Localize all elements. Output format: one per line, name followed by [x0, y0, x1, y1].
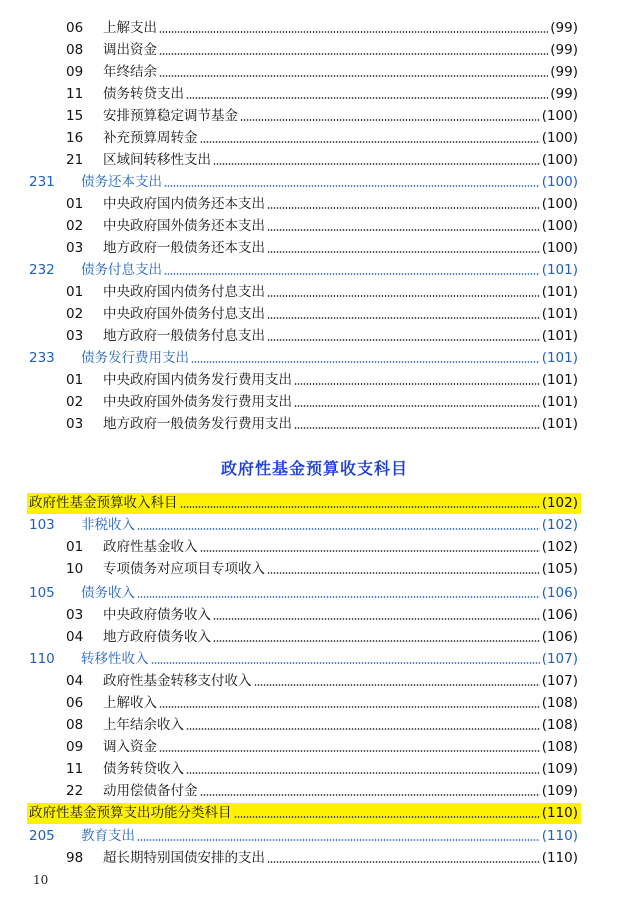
- leader-dots: [159, 31, 548, 33]
- toc-label: 债务转贷收入: [103, 761, 184, 777]
- toc-code: 231: [29, 174, 55, 190]
- toc-label: 债务还本支出: [81, 174, 162, 190]
- toc-item-row: [0, 282, 629, 303]
- toc-code: 02: [66, 306, 84, 322]
- leader-dots: [200, 794, 540, 796]
- toc-page: (110): [541, 828, 578, 844]
- leader-dots: [186, 772, 540, 774]
- toc-label: 专项债务对应项目专项收入: [103, 561, 265, 577]
- leader-dots: [159, 750, 540, 752]
- toc-page: (110): [541, 805, 578, 821]
- toc-label: 政府性基金预算收入科目: [29, 495, 178, 511]
- toc-page: (101): [541, 328, 578, 344]
- toc-page: (99): [550, 42, 578, 58]
- toc-item-row: [0, 326, 629, 347]
- toc-page: (99): [550, 64, 578, 80]
- toc-label: 政府性基金收入: [103, 539, 198, 555]
- toc-item-row: [0, 693, 629, 714]
- toc-code: 08: [66, 717, 84, 733]
- toc-item-row: [0, 150, 629, 171]
- toc-code: 08: [66, 42, 84, 58]
- toc-label: 地方政府债务收入: [103, 629, 211, 645]
- toc-item-row: [0, 216, 629, 237]
- toc-label: 债务收入: [81, 585, 135, 601]
- toc-label: 上年结余收入: [103, 717, 184, 733]
- leader-dots: [294, 405, 540, 407]
- toc-page: (101): [541, 284, 578, 300]
- toc-page: (102): [541, 517, 578, 533]
- toc-code: 98: [66, 850, 84, 866]
- toc-label: 中央政府国内债务发行费用支出: [103, 372, 292, 388]
- toc-label: 安排预算稳定调节基金: [103, 108, 238, 124]
- toc-item-row: [0, 414, 629, 435]
- toc-label: 地方政府一般债务付息支出: [103, 328, 265, 344]
- toc-item-row: [0, 128, 629, 149]
- leader-dots: [159, 706, 540, 708]
- toc-code: 110: [29, 651, 55, 667]
- leader-dots: [151, 662, 540, 664]
- leader-dots: [137, 528, 540, 530]
- toc-section-row: [0, 348, 629, 369]
- leader-dots: [180, 506, 540, 508]
- leader-dots: [234, 816, 540, 818]
- toc-label: 中央政府国外债务还本支出: [103, 218, 265, 234]
- toc-page: (106): [541, 629, 578, 645]
- toc-item-row: [0, 62, 629, 83]
- toc-item-row: [0, 848, 629, 869]
- leader-dots: [164, 273, 540, 275]
- toc-item-row: [0, 781, 629, 802]
- toc-code: 03: [66, 240, 84, 256]
- section-title: 政府性基金预算收支科目: [220, 459, 408, 478]
- toc-item-row: [0, 40, 629, 61]
- leader-dots: [159, 53, 548, 55]
- toc-item-row: [0, 238, 629, 259]
- leader-dots: [191, 361, 540, 363]
- leader-dots: [137, 839, 540, 841]
- toc-code: 11: [66, 86, 84, 102]
- toc-page: (102): [541, 539, 578, 555]
- toc-page: (108): [541, 695, 578, 711]
- toc-code: 205: [29, 828, 55, 844]
- toc-code: 02: [66, 394, 84, 410]
- toc-heading-row: [0, 493, 629, 514]
- toc-code: 04: [66, 673, 84, 689]
- toc-section-row: [0, 649, 629, 670]
- toc-page: (101): [541, 394, 578, 410]
- leader-dots: [213, 618, 540, 620]
- toc-item-row: [0, 627, 629, 648]
- toc-item-row: [0, 84, 629, 105]
- toc-page: (101): [541, 416, 578, 432]
- toc-label: 债务发行费用支出: [81, 350, 189, 366]
- toc-page: (100): [541, 130, 578, 146]
- toc-code: 103: [29, 517, 55, 533]
- leader-dots: [267, 295, 540, 297]
- toc-page: (107): [541, 651, 578, 667]
- toc-label: 政府性基金转移支付收入: [103, 673, 252, 689]
- toc-label: 教育支出: [81, 828, 135, 844]
- toc-code: 232: [29, 262, 55, 278]
- toc-code: 21: [66, 152, 84, 168]
- toc-page: (108): [541, 739, 578, 755]
- leader-dots: [137, 596, 540, 598]
- toc-code: 03: [66, 328, 84, 344]
- page-number: 10: [33, 873, 49, 887]
- toc-code: 15: [66, 108, 84, 124]
- toc-code: 233: [29, 350, 55, 366]
- toc-item-row: [0, 18, 629, 39]
- toc-page: (105): [541, 561, 578, 577]
- toc-code: 03: [66, 416, 84, 432]
- toc-item-row: [0, 304, 629, 325]
- toc-page: (109): [541, 783, 578, 799]
- toc-item-row: [0, 370, 629, 391]
- toc-page: (109): [541, 761, 578, 777]
- toc-page: (99): [550, 20, 578, 36]
- toc-page: (101): [541, 262, 578, 278]
- toc-page: (100): [541, 174, 578, 190]
- toc-label: 上解支出: [103, 20, 157, 36]
- toc-label: 债务转贷支出: [103, 86, 184, 102]
- toc-label: 中央政府国外债务付息支出: [103, 306, 265, 322]
- toc-code: 09: [66, 64, 84, 80]
- toc-item-row: [0, 605, 629, 626]
- toc-code: 01: [66, 196, 84, 212]
- leader-dots: [294, 427, 540, 429]
- toc-item-row: [0, 392, 629, 413]
- toc-code: 10: [66, 561, 84, 577]
- toc-page: (102): [541, 495, 578, 511]
- toc-code: 06: [66, 20, 84, 36]
- toc-page: (99): [550, 86, 578, 102]
- toc-heading-row: [0, 803, 629, 824]
- toc-item-row: [0, 737, 629, 758]
- toc-page: (107): [541, 673, 578, 689]
- toc-label: 地方政府一般债务发行费用支出: [103, 416, 292, 432]
- toc-label: 调入资金: [103, 739, 157, 755]
- toc-code: 03: [66, 607, 84, 623]
- toc-label: 中央政府债务收入: [103, 607, 211, 623]
- toc-item-row: [0, 715, 629, 736]
- toc-label: 转移性收入: [81, 651, 149, 667]
- toc-item-row: [0, 194, 629, 215]
- leader-dots: [213, 640, 540, 642]
- toc-page: (101): [541, 306, 578, 322]
- toc-item-row: [0, 671, 629, 692]
- toc-section-row: [0, 826, 629, 847]
- leader-dots: [267, 572, 540, 574]
- toc-code: 01: [66, 539, 84, 555]
- leader-dots: [164, 185, 540, 187]
- toc-page: (110): [541, 850, 578, 866]
- toc-section-row: [0, 172, 629, 193]
- toc-page: (108): [541, 717, 578, 733]
- toc-label: 上解收入: [103, 695, 157, 711]
- toc-code: 01: [66, 284, 84, 300]
- toc-section-row: [0, 515, 629, 536]
- leader-dots: [186, 97, 548, 99]
- leader-dots: [267, 339, 540, 341]
- toc-label: 调出资金: [103, 42, 157, 58]
- toc-section-row: [0, 583, 629, 604]
- toc-item-row: [0, 106, 629, 127]
- leader-dots: [159, 75, 548, 77]
- toc-page: (101): [541, 372, 578, 388]
- toc-code: 16: [66, 130, 84, 146]
- leader-dots: [267, 229, 540, 231]
- leader-dots: [294, 383, 540, 385]
- toc-code: 105: [29, 585, 55, 601]
- toc-page: (100): [541, 240, 578, 256]
- toc-label: 中央政府国内债务还本支出: [103, 196, 265, 212]
- toc-item-row: [0, 759, 629, 780]
- toc-page: (100): [541, 152, 578, 168]
- leader-dots: [267, 207, 540, 209]
- toc-page: (100): [541, 218, 578, 234]
- toc-label: 区域间转移性支出: [103, 152, 211, 168]
- toc-page: (100): [541, 108, 578, 124]
- toc-code: 04: [66, 629, 84, 645]
- toc-item-row: [0, 537, 629, 558]
- toc-code: 06: [66, 695, 84, 711]
- toc-code: 11: [66, 761, 84, 777]
- toc-section-row: [0, 260, 629, 281]
- leader-dots: [200, 550, 540, 552]
- toc-page: (101): [541, 350, 578, 366]
- leader-dots: [186, 728, 540, 730]
- leader-dots: [254, 684, 540, 686]
- toc-label: 政府性基金预算支出功能分类科目: [29, 805, 232, 821]
- toc-label: 补充预算周转金: [103, 130, 198, 146]
- toc-item-row: [0, 559, 629, 580]
- leader-dots: [240, 119, 540, 121]
- leader-dots: [267, 251, 540, 253]
- toc-code: 09: [66, 739, 84, 755]
- leader-dots: [267, 861, 540, 863]
- toc-label: 动用偿债备付金: [103, 783, 198, 799]
- toc-code: 02: [66, 218, 84, 234]
- leader-dots: [267, 317, 540, 319]
- toc-label: 地方政府一般债务还本支出: [103, 240, 265, 256]
- toc-page: (106): [541, 585, 578, 601]
- toc-label: 年终结余: [103, 64, 157, 80]
- toc-label: 债务付息支出: [81, 262, 162, 278]
- toc-page: (106): [541, 607, 578, 623]
- toc-label: 中央政府国内债务付息支出: [103, 284, 265, 300]
- leader-dots: [200, 141, 540, 143]
- toc-code: 22: [66, 783, 84, 799]
- toc-code: 01: [66, 372, 84, 388]
- toc-label: 非税收入: [81, 517, 135, 533]
- toc-label: 中央政府国外债务发行费用支出: [103, 394, 292, 410]
- toc-page: (100): [541, 196, 578, 212]
- toc-label: 超长期特别国债安排的支出: [103, 850, 265, 866]
- leader-dots: [213, 163, 540, 165]
